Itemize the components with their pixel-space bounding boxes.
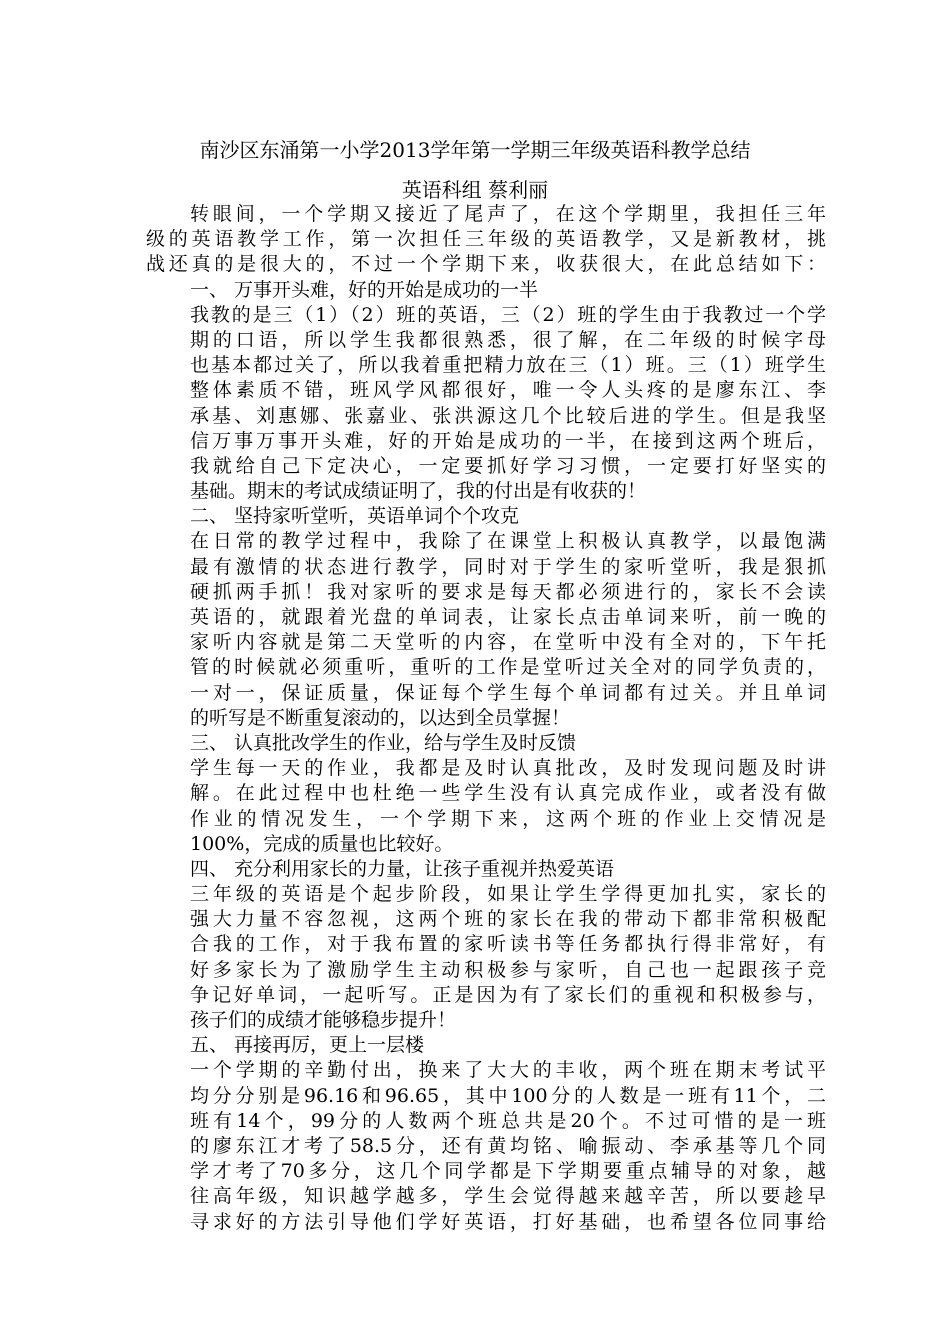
paragraph-line: 我就给自己下定决心，一定要抓好学习习惯，一定要打好坚实的 (190, 454, 826, 477)
paragraph-line: 承基、刘惠娜、张嘉业、张洪源这几个比较后进的学生。但是我坚 (190, 404, 826, 427)
section-heading: 三、 认真批改学生的作业，给与学生及时反馈 (190, 731, 577, 754)
intro-line: 战还真的是很大的，不过一个学期下来，收获很大，在此总结如下： (146, 253, 826, 276)
paragraph-line: 100%，完成的质量也比较好。 (190, 832, 454, 855)
author-line: 英语科组 蔡利丽 (401, 178, 549, 202)
paragraph-line: 期的口语，所以学生我都很熟悉，很了解，在二年级的时候字母 (190, 328, 826, 351)
paragraph-line: 班有14个，99分的人数两个班总共是20个。不过可惜的是一班 (190, 1109, 826, 1132)
section-heading: 二、 坚持家听堂听，英语单词个个攻克 (190, 505, 520, 528)
paragraph-line: 往高年级，知识越学越多，学生会觉得越来越辛苦，所以要趁早 (190, 1185, 826, 1208)
paragraph-line: 作业的情况发生，一个学期下来，这两个班的作业上交情况是 (190, 807, 826, 830)
paragraph-line: 的听写是不断重复滚动的，以达到全员掌握！ (190, 706, 571, 729)
intro-line: 转眼间，一个学期又接近了尾声了，在这个学期里，我担任三年 (190, 203, 826, 225)
paragraph-line: 也基本都过关了，所以我着重把精力放在三（1）班。三（1）班学生 (190, 354, 826, 377)
section-heading: 五、 再接再厉，更上一层楼 (190, 1034, 425, 1057)
paragraph-line: 我教的是三（1）（2）班的英语，三（2）班的学生由于我教过一个学 (190, 303, 826, 326)
document-body (146, 202, 826, 1235)
section-heading: 一、 万事开头难，好的开始是成功的一半 (190, 278, 539, 301)
paragraph-line: 一个学期的辛勤付出，换来了大大的丰收，两个班在期末考试平 (190, 1059, 826, 1082)
paragraph-line: 学才考了70多分，这几个同学都是下学期要重点辅导的对象，越 (190, 1160, 826, 1183)
paragraph-line: 基础。期末的考试成绩证明了，我的付出是有收获的！ (190, 480, 647, 503)
paragraph-line: 在日常的教学过程中，我除了在课堂上积极认真教学，以最饱满 (190, 530, 826, 553)
paragraph-line: 学生每一天的作业，我都是及时认真批改，及时发现问题及时讲 (190, 757, 826, 780)
paragraph-line: 的廖东江才考了58.5分，还有黄均铭、喻振动、李承基等几个同 (190, 1134, 826, 1157)
paragraph-line: 争记好单词，一起听写。正是因为有了家长们的重视和积极参与， (190, 983, 826, 1006)
paragraph-line: 解。在此过程中也杜绝一些学生没有认真完成作业，或者没有做 (190, 782, 826, 805)
paragraph-line: 孩子们的成绩才能够稳步提升！ (190, 1009, 457, 1031)
paragraph-line: 好多家长为了激励学生主动积极参与家听，自己也一起跟孩子竞 (190, 958, 826, 981)
paragraph-line: 合我的工作，对于我布置的家听读书等任务都执行得非常好，有 (190, 933, 826, 956)
paragraph-line: 一对一，保证质量，保证每个学生每个单词都有过关。并且单词 (190, 681, 826, 704)
paragraph-line: 英语的，就跟着光盘的单词表，让家长点击单词来听，前一晚的 (190, 606, 826, 628)
section-heading: 四、 充分利用家长的力量，让孩子重视并热爱英语 (190, 857, 615, 880)
paragraph-line: 家听内容就是第二天堂听的内容，在堂听中没有全对的，下午托 (190, 631, 826, 654)
paragraph-line: 硬抓两手抓！我对家听的要求是每天都必须进行的，家长不会读 (190, 580, 826, 603)
paragraph-line: 均分分别是96.16和96.65，其中100分的人数是一班有11个，二 (190, 1084, 826, 1107)
paragraph-line: 强大力量不容忽视，这两个班的家长在我的带动下都非常积极配 (190, 908, 826, 931)
document-title: 南沙区东涌第一小学2013学年第一学期三年级英语科教学总结 (199, 138, 751, 162)
paragraph-line: 最有激情的状态进行教学，同时对于学生的家听堂听，我是狠抓 (190, 555, 826, 578)
paragraph-line: 管的时候就必须重听，重听的工作是堂听过关全对的同学负责的， (190, 656, 826, 679)
paragraph-line: 整体素质不错，班风学风都很好，唯一令人头疼的是廖东江、李 (190, 379, 826, 402)
paragraph-line: 三年级的英语是个起步阶段，如果让学生学得更加扎实，家长的 (190, 883, 826, 906)
paragraph-line: 信万事万事开头难，好的开始是成功的一半，在接到这两个班后， (190, 429, 826, 452)
paragraph-line: 寻求好的方法引导他们学好英语，打好基础，也希望各位同事给 (190, 1210, 826, 1233)
intro-line: 级的英语教学工作，第一次担任三年级的英语教学，又是新教材，挑 (146, 228, 826, 251)
